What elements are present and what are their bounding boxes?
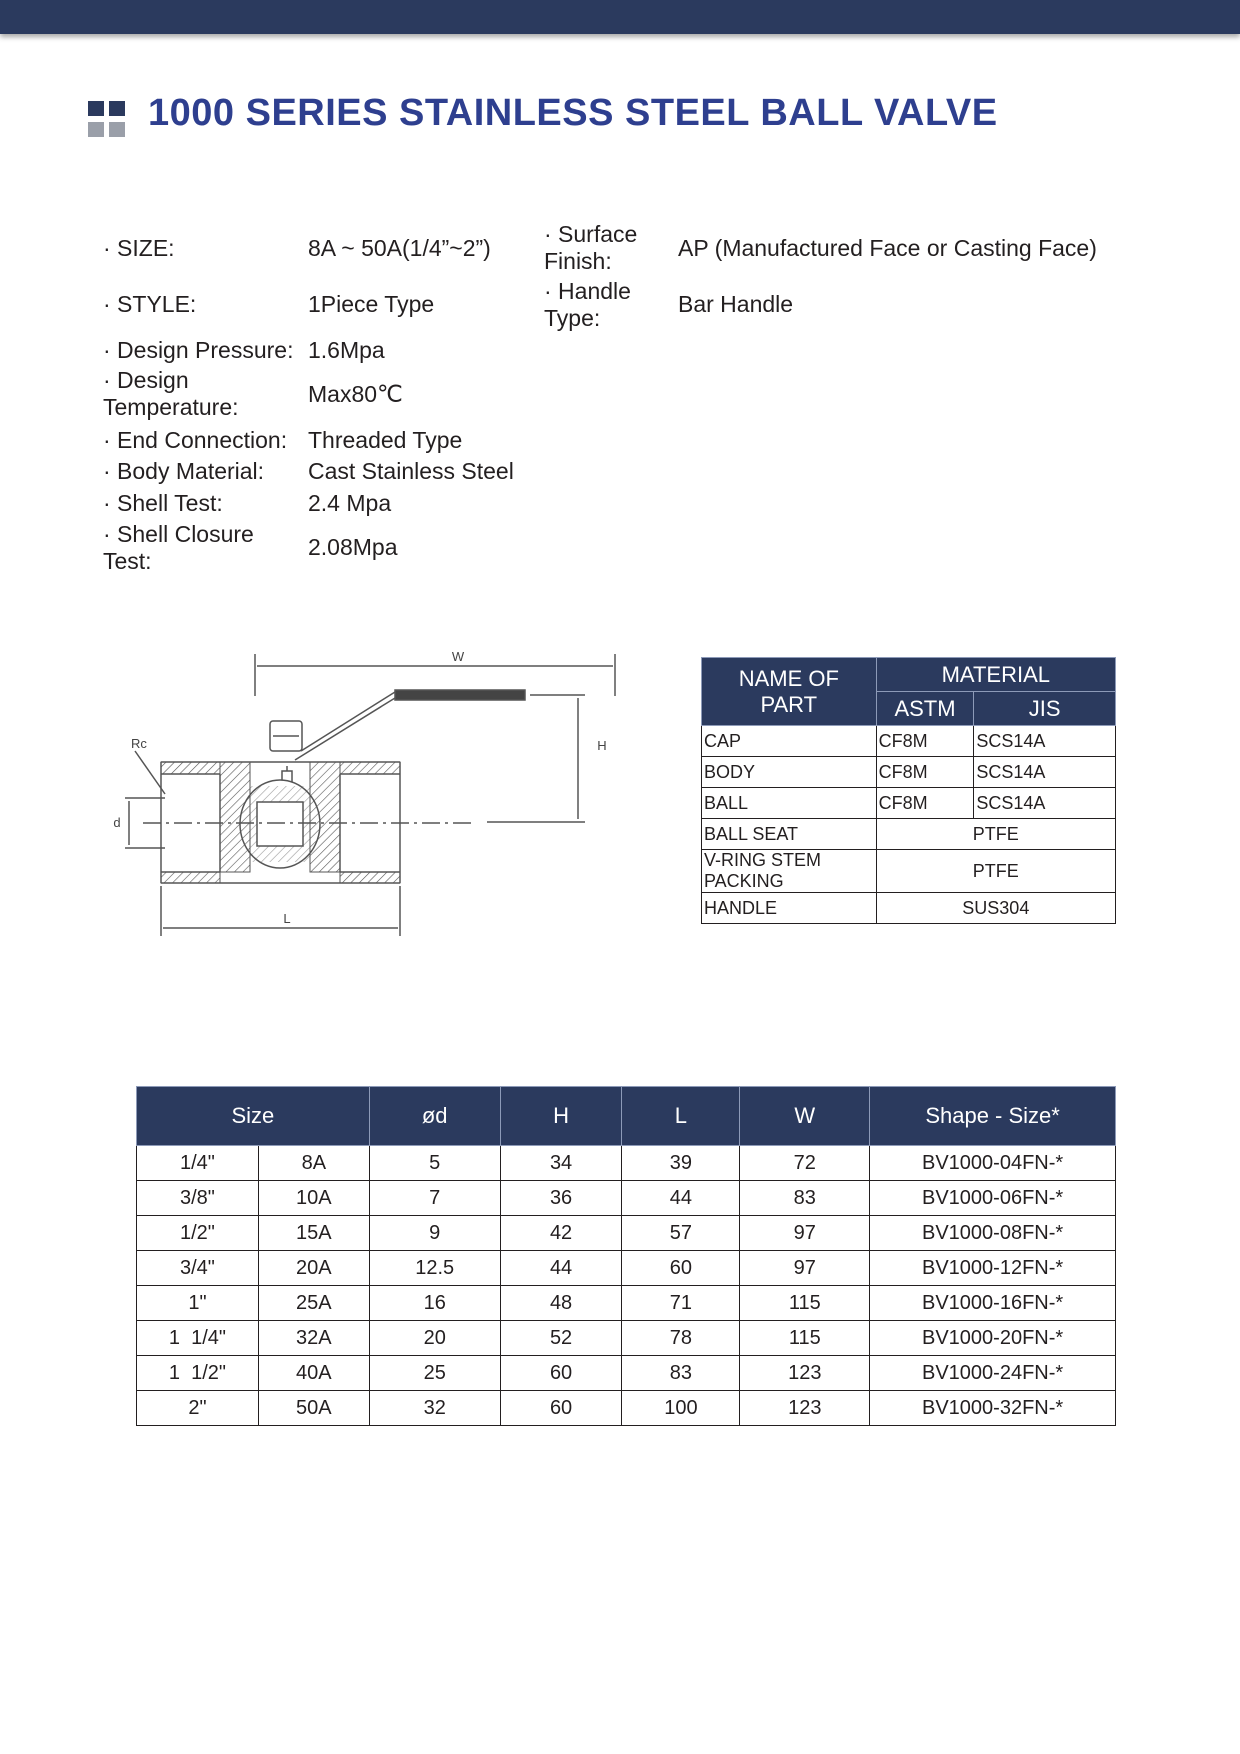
cell-size-a: 15A	[258, 1216, 369, 1251]
part-name: V-RING STEM PACKING	[702, 850, 877, 893]
cell-l: 60	[622, 1251, 740, 1286]
cell-size-inch: 3/4"	[137, 1251, 259, 1286]
table-row	[137, 1216, 1116, 1251]
brand-squares-icon	[88, 101, 128, 141]
cell-h: 42	[500, 1216, 622, 1251]
spec-value-body-material: Cast Stainless Steel	[308, 458, 514, 484]
astm-value: CF8M	[876, 788, 974, 819]
cell-shape-size: BV1000-06FN-*	[870, 1181, 1116, 1216]
material-row	[702, 893, 1116, 924]
top-banner	[0, 0, 1240, 34]
valve-dimension-drawing	[105, 636, 625, 936]
col-header-h: H	[500, 1087, 622, 1146]
cell-size-a: 50A	[258, 1391, 369, 1426]
col-header-l: L	[622, 1087, 740, 1146]
spec-label-surface-finish: · Surface Finish:	[544, 221, 638, 274]
cell-w: 97	[740, 1216, 870, 1251]
col-header-w: W	[740, 1087, 870, 1146]
jis-value: SCS14A	[974, 726, 1116, 757]
cell-od: 25	[369, 1356, 500, 1391]
cell-size-a: 8A	[258, 1146, 369, 1181]
material-row	[702, 726, 1116, 757]
cell-l: 83	[622, 1356, 740, 1391]
cell-w: 72	[740, 1146, 870, 1181]
cell-size-inch: 1/4"	[137, 1146, 259, 1181]
material-row	[702, 788, 1116, 819]
dim-label-l: L	[283, 911, 291, 926]
cell-w: 115	[740, 1321, 870, 1356]
cell-h: 44	[500, 1251, 622, 1286]
spec-value-design-pressure: 1.6Mpa	[308, 337, 385, 363]
cell-l: 100	[622, 1391, 740, 1426]
cell-od: 32	[369, 1391, 500, 1426]
part-name: HANDLE	[702, 893, 877, 924]
cell-size-inch: 3/8"	[137, 1181, 259, 1216]
part-name: CAP	[702, 726, 877, 757]
header-material: MATERIAL	[876, 658, 1115, 692]
header-name-of-part: NAME OF PART	[702, 658, 877, 726]
dim-label-d: d	[113, 815, 121, 830]
col-header-size: Size	[137, 1087, 370, 1146]
cell-h: 34	[500, 1146, 622, 1181]
astm-value: CF8M	[876, 726, 974, 757]
cell-l: 78	[622, 1321, 740, 1356]
cell-l: 71	[622, 1286, 740, 1321]
header-jis: JIS	[974, 692, 1116, 726]
spec-value-style: 1Piece Type	[308, 291, 435, 317]
spec-label-body-material: · Body Material:	[103, 458, 265, 484]
dim-label-w: W	[451, 649, 465, 664]
cell-size-a: 32A	[258, 1321, 369, 1356]
table-row	[137, 1356, 1116, 1391]
dim-label-h: H	[597, 738, 607, 753]
table-row	[137, 1286, 1116, 1321]
header-astm: ASTM	[876, 692, 974, 726]
table-row	[137, 1146, 1116, 1181]
cell-l: 44	[622, 1181, 740, 1216]
spec-value-handle-type: Bar Handle	[678, 291, 794, 317]
cell-h: 48	[500, 1286, 622, 1321]
cell-w: 83	[740, 1181, 870, 1216]
cell-shape-size: BV1000-32FN-*	[870, 1391, 1116, 1426]
jis-value: SCS14A	[974, 757, 1116, 788]
cell-w: 97	[740, 1251, 870, 1286]
spec-value-end-connection: Threaded Type	[308, 427, 463, 453]
cell-size-inch: 1"	[137, 1286, 259, 1321]
material-row	[702, 850, 1116, 893]
spec-value-surface-finish: AP (Manufactured Face or Casting Face)	[678, 235, 1097, 261]
part-name: BALL	[702, 788, 877, 819]
table-row	[137, 1251, 1116, 1286]
spec-label-end-connection: · End Connection:	[103, 427, 288, 453]
spec-label-shell-test: · Shell Test:	[103, 490, 223, 516]
cell-shape-size: BV1000-20FN-*	[870, 1321, 1116, 1356]
cell-h: 52	[500, 1321, 622, 1356]
material-table	[701, 657, 1116, 924]
dimension-table-body	[137, 1146, 1116, 1426]
cell-size-inch: 1 1/2"	[137, 1356, 259, 1391]
col-header-shape-size: Shape - Size*	[870, 1087, 1116, 1146]
cell-size-a: 20A	[258, 1251, 369, 1286]
spec-label-design-temperature: · Design Temperature:	[103, 367, 239, 420]
part-name: BODY	[702, 757, 877, 788]
spec-label-shell-closure-test: · Shell Closure Test:	[103, 521, 254, 574]
astm-value: CF8M	[876, 757, 974, 788]
cell-shape-size: BV1000-12FN-*	[870, 1251, 1116, 1286]
cell-size-a: 25A	[258, 1286, 369, 1321]
cell-od: 16	[369, 1286, 500, 1321]
cell-shape-size: BV1000-04FN-*	[870, 1146, 1116, 1181]
cell-od: 12.5	[369, 1251, 500, 1286]
cell-l: 39	[622, 1146, 740, 1181]
spec-value-shell-test: 2.4 Mpa	[308, 490, 392, 516]
page-title: 1000 SERIES STAINLESS STEEL BALL VALVE	[148, 92, 998, 134]
cell-w: 115	[740, 1286, 870, 1321]
cell-od: 7	[369, 1181, 500, 1216]
spec-label-size: · SIZE:	[103, 235, 175, 261]
dim-label-rc: Rc	[131, 736, 147, 751]
material-value: PTFE	[876, 819, 1115, 850]
jis-value: SCS14A	[974, 788, 1116, 819]
cell-h: 60	[500, 1391, 622, 1426]
cell-size-inch: 1 1/4"	[137, 1321, 259, 1356]
cell-w: 123	[740, 1356, 870, 1391]
cell-h: 60	[500, 1356, 622, 1391]
spec-value-size: 8A ~ 50A(1/4”~2”)	[308, 235, 491, 261]
table-row	[137, 1391, 1116, 1426]
cell-l: 57	[622, 1216, 740, 1251]
cell-shape-size: BV1000-24FN-*	[870, 1356, 1116, 1391]
spec-value-shell-closure-test: 2.08Mpa	[308, 534, 398, 560]
cell-w: 123	[740, 1391, 870, 1426]
material-row	[702, 757, 1116, 788]
cell-size-inch: 2"	[137, 1391, 259, 1426]
cell-od: 9	[369, 1216, 500, 1251]
table-row	[137, 1181, 1116, 1216]
table-row	[137, 1321, 1116, 1356]
col-header-od: ød	[369, 1087, 500, 1146]
cell-shape-size: BV1000-16FN-*	[870, 1286, 1116, 1321]
spec-value-design-temperature: Max80℃	[308, 381, 403, 407]
material-row	[702, 819, 1116, 850]
cell-h: 36	[500, 1181, 622, 1216]
spec-label-handle-type: · Handle Type:	[544, 278, 631, 331]
cell-od: 5	[369, 1146, 500, 1181]
cell-od: 20	[369, 1321, 500, 1356]
cell-size-a: 10A	[258, 1181, 369, 1216]
material-value: PTFE	[876, 850, 1115, 893]
material-value: SUS304	[876, 893, 1115, 924]
part-name: BALL SEAT	[702, 819, 877, 850]
dimension-table	[136, 1086, 1116, 1426]
cell-shape-size: BV1000-08FN-*	[870, 1216, 1116, 1251]
spec-label-style: · STYLE:	[103, 291, 197, 317]
spec-label-design-pressure: · Design Pressure:	[103, 337, 294, 363]
cell-size-inch: 1/2"	[137, 1216, 259, 1251]
cell-size-a: 40A	[258, 1356, 369, 1391]
